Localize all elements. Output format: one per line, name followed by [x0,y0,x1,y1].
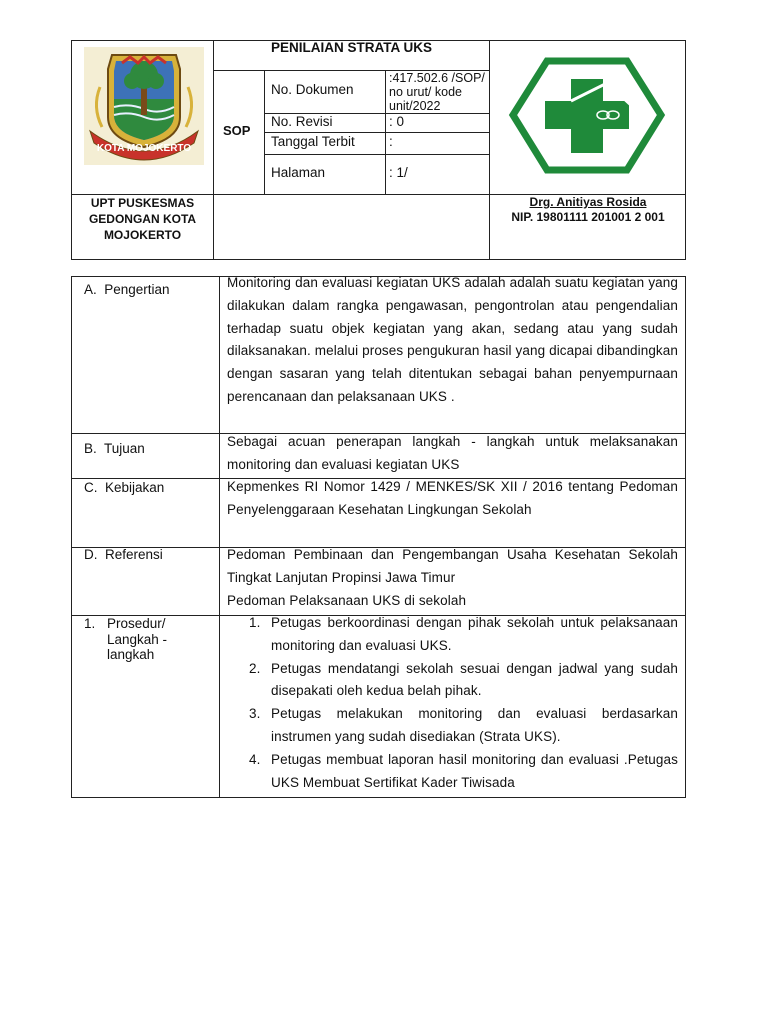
divider [213,40,214,260]
procedure-steps [221,612,678,794]
list-item [221,749,678,795]
signer-name: Drg. Anitiyas Rosida [529,195,647,209]
signer-nip: NIP. 19801111 201001 2 001 [511,210,665,224]
meta-label-halaman: Halaman [271,165,326,180]
meta-value-dokumen: :417.502.6 /SOP/ no urut/ kode unit/2022 [389,71,485,113]
section-label-pengertian: A. Pengertian [84,282,170,297]
step-text: Petugas mendatangi sekolah sesuai dengan jadwal yang sudah disepakati oleh kedua belah pihak. [271,660,678,699]
city-crest-logo [84,47,204,165]
step-number: 3. [249,706,261,722]
meta-label-revisi: No. Revisi [271,114,333,129]
procedure-label: Prosedur/ Langkah - langkah [107,616,168,662]
section-text-kebijakan: Kepmenkes RI Nomor 1429 / MENKES/SK XII / 2016 tentang Pedoman Penyelenggaraan Kesehatan Lingkungan Sekolah [227,479,678,517]
step-number: 1. [249,615,261,630]
step-number: 4. [249,751,261,767]
meta-value-halaman: : 1/ [389,165,408,180]
meta-value-tanggal: : [389,134,393,149]
divider [489,40,490,260]
step-text: Petugas berkoordinasi dengan pihak sekolah untuk pelaksanaan monitoring dan evaluasi UKS. [271,615,678,653]
divider [219,276,220,798]
divider [264,154,489,155]
document-title: PENILAIAN STRATA UKS [271,40,432,55]
section-text-referensi-2: Pedoman Pelaksanaan UKS di sekolah [227,593,467,608]
step-text: Petugas membuat laporan hasil monitoring dan evaluasi .Petugas UKS Membuat Sertifikat Kader Tiwisada [271,751,678,790]
organization-name: UPT PUSKESMAS GEDONGAN KOTA MOJOKERTO [88,196,197,242]
section-label-kebijakan: C. Kebijakan [84,480,165,495]
sop-label: SOP [223,123,251,138]
section-text-referensi: Pedoman Pembinaan dan Pengembangan Usaha Kesehatan Sekolah Tingkat Lanjutan Propinsi Jawa Timur [227,547,678,585]
step-text: Petugas melakukan monitoring dan evaluasi berdasarkan instrumen yang sudah disediakan (Strata UKS). [271,706,678,744]
section-text-tujuan: Sebagai acuan penerapan langkah - langkah untuk melaksanakan monitoring dan evaluasi kegiatan UKS [227,434,678,472]
puskesmas-logo [507,57,667,174]
list-item [221,703,678,749]
procedure-label-number: 1. [84,616,96,631]
meta-label-tanggal: Tanggal Terbit [271,134,355,149]
list-item [221,658,678,704]
section-text-pengertian: Monitoring dan evaluasi kegiatan UKS adalah adalah suatu kegiatan yang dilakukan dalam rangka pengawasan, pengontrolan atau pengendalian terhadap suatu objek kegiatan yang akan, sedang atau yang sudah dilaksanakan. melalui proses pengukuran hasil yang dicapai dibandingkan dengan sasaran yang telah ditentukan sebagai bahan penyempurnaan perencanaan dan pelaksanaan UKS . [227,275,678,404]
svg-text:KOTA MOJOKERTO: KOTA MOJOKERTO [96,143,192,154]
meta-value-revisi: : 0 [389,114,405,129]
meta-label-dokumen: No. Dokumen [271,82,354,97]
section-label-tujuan: B. Tujuan [84,441,145,456]
divider [264,132,489,133]
section-label-referensi: D. Referensi [84,547,163,562]
step-number: 2. [249,660,261,676]
list-item [221,612,678,658]
